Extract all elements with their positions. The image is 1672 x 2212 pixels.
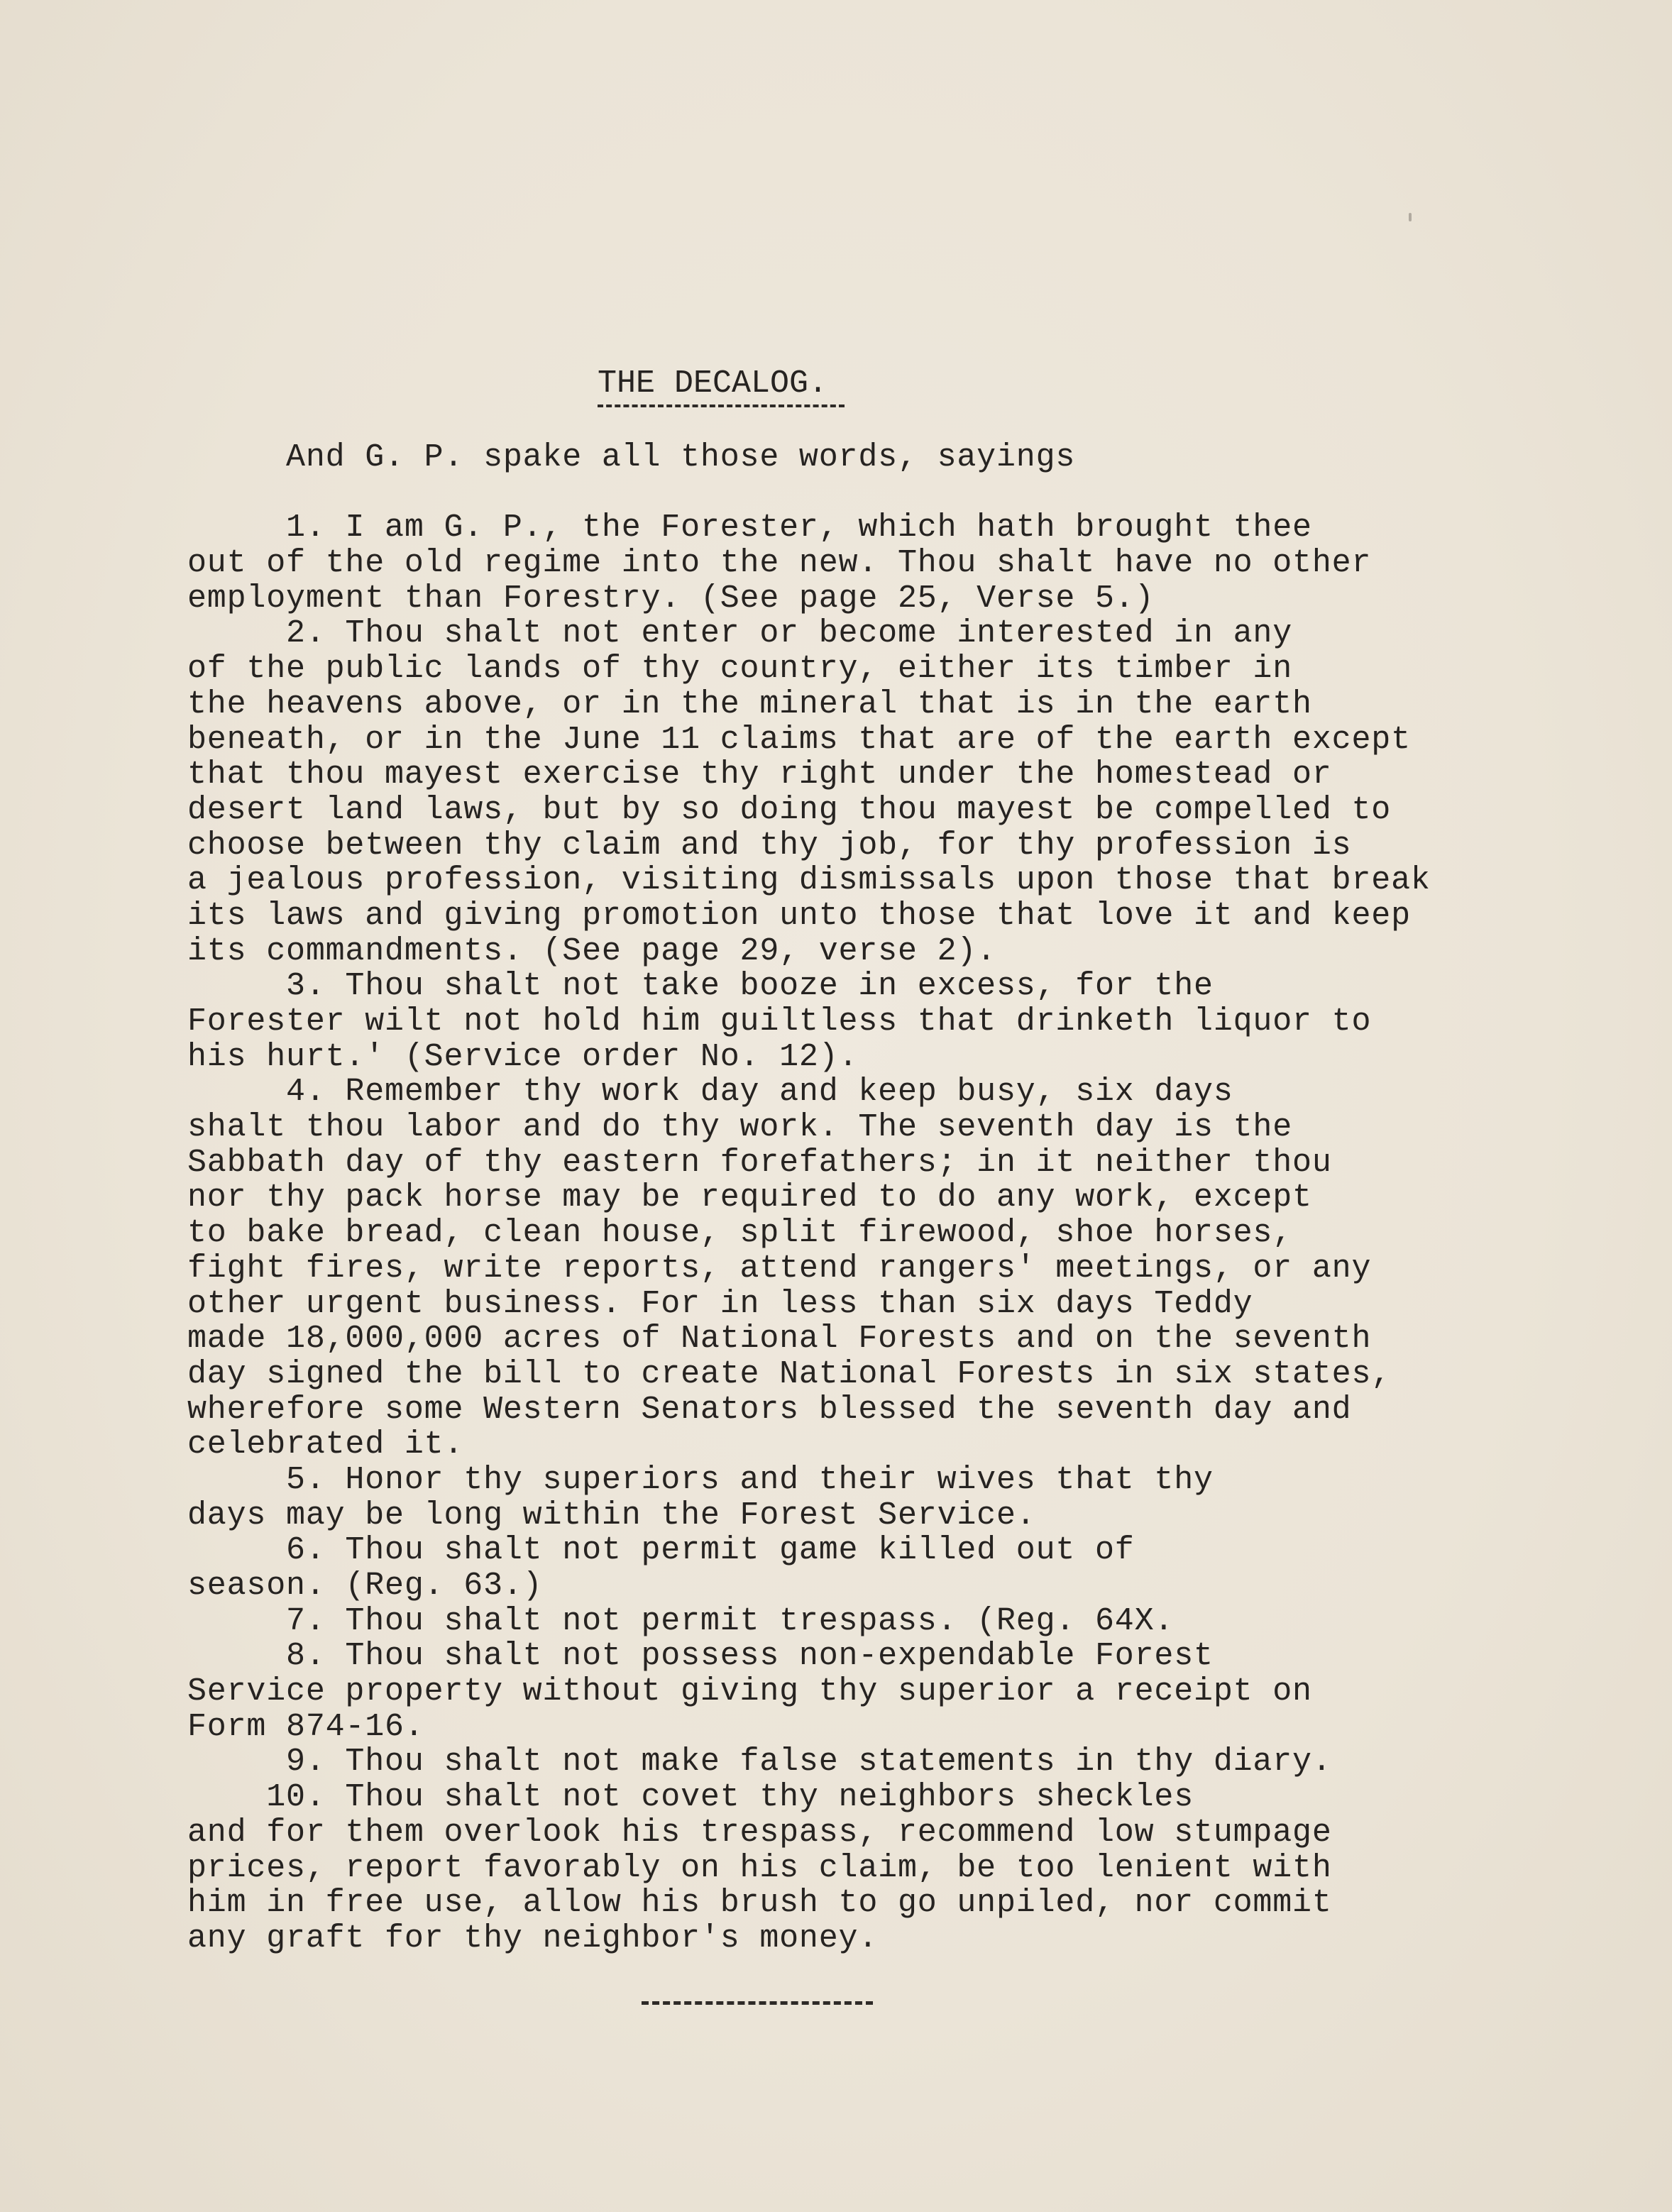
text-line: him in free use, allow his brush to go unpiled, nor commit	[187, 1885, 1332, 1922]
text-line: Forester wilt not hold him guiltless that drinketh liquor to	[187, 1003, 1372, 1040]
text-line: its commandments. (See page 29, verse 2).	[187, 932, 996, 969]
text-line: of the public lands of thy country, either its timber in	[187, 651, 1293, 688]
text-line: 7. Thou shalt not permit trespass. (Reg. 64X.	[187, 1602, 1175, 1639]
text-line: 5. Honor thy superiors and their wives that thy	[187, 1461, 1214, 1498]
text-line: beneath, or in the June 11 claims that are of the earth except	[187, 721, 1411, 758]
text-line: 8. Thou shalt not possess non-expendable Forest	[187, 1638, 1214, 1675]
text-line: its laws and giving promotion unto those that love it and keep	[187, 897, 1411, 934]
decalog-text	[187, 440, 1543, 1957]
text-line: 1. I am G. P., the Forester, which hath brought thee	[187, 510, 1312, 546]
text-line: that thou mayest exercise thy right under the homestead or	[187, 756, 1332, 793]
text-line: out of the old regime into the new. Thou shalt have no other	[187, 545, 1372, 582]
text-line: prices, report favorably on his claim, be too lenient with	[187, 1849, 1332, 1886]
page-title: THE DECALOG.	[598, 365, 828, 402]
text-line: celebrated it.	[187, 1426, 464, 1463]
text-line: desert land laws, but by so doing thou mayest be compelled to	[187, 791, 1392, 828]
text-line: 3. Thou shalt not take booze in excess, for the	[187, 968, 1214, 1005]
text-line: shalt thou labor and do thy work. The seventh day is the	[187, 1109, 1293, 1146]
paper-speck	[1409, 213, 1412, 221]
text-line: Sabbath day of thy eastern forefathers; in it neither thou	[187, 1144, 1332, 1181]
text-line: fight fires, write reports, attend rangers' meetings, or any	[187, 1250, 1372, 1287]
text-line: 6. Thou shalt not permit game killed out of	[187, 1532, 1135, 1569]
text-line: nor thy pack horse may be required to do any work, except	[187, 1179, 1312, 1216]
text-line: 9. Thou shalt not make false statements in thy diary.	[187, 1744, 1332, 1781]
text-line: the heavens above, or in the mineral that is in the earth	[187, 686, 1312, 722]
text-line: to bake bread, clean house, split firewood, shoe horses,	[187, 1215, 1293, 1252]
text-line: employment than Forestry. (See page 25, Verse 5.)	[187, 580, 1155, 617]
text-line: Service property without giving thy superior a receipt on	[187, 1673, 1312, 1710]
text-line: Form 874-16.	[187, 1708, 424, 1745]
end-divider	[642, 2001, 873, 2005]
title-underline	[598, 405, 845, 407]
text-line: 4. Remember thy work day and keep busy, six days	[187, 1074, 1233, 1111]
text-line: season. (Reg. 63.)	[187, 1568, 543, 1604]
text-line: his hurt.' (Service order No. 12).	[187, 1038, 859, 1075]
text-line: wherefore some Western Senators blessed the seventh day and	[187, 1391, 1352, 1428]
text-line: a jealous profession, visiting dismissals upon those that break	[187, 862, 1431, 899]
text-line: And G. P. spake all those words, sayings	[187, 439, 1076, 475]
text-line: 2. Thou shalt not enter or become interested in any	[187, 615, 1293, 652]
text-line: other urgent business. For in less than six days Teddy	[187, 1285, 1253, 1322]
text-line	[187, 475, 1543, 511]
text-line: any graft for thy neighbor's money.	[187, 1920, 879, 1957]
text-line: and for them overlook his trespass, recommend low stumpage	[187, 1814, 1332, 1851]
text-line: day signed the bill to create National Forests in six states,	[187, 1355, 1392, 1392]
text-line: choose between thy claim and thy job, for thy profession is	[187, 827, 1352, 864]
text-line: 10. Thou shalt not covet thy neighbors sheckles	[187, 1779, 1194, 1816]
text-line: days may be long within the Forest Service.	[187, 1497, 1036, 1534]
text-line: made 18,000,000 acres of National Forests and on the seventh	[187, 1321, 1372, 1358]
